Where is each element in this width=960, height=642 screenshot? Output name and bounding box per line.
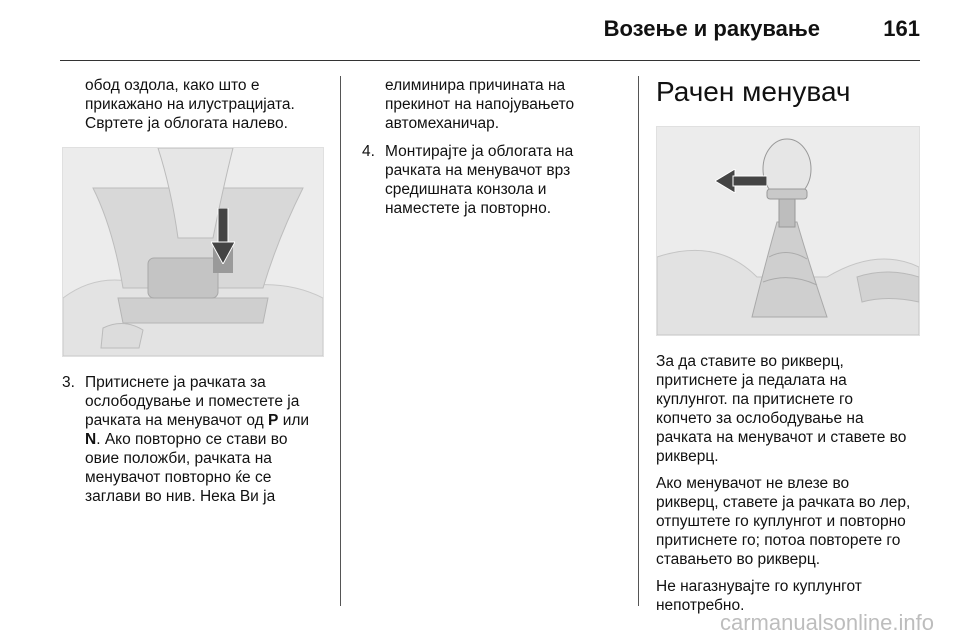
text-fragment: или (278, 412, 310, 429)
text-line: овие положби, рачката на (85, 450, 272, 467)
text-line: Не нагазнувајте го куплунгот (656, 578, 862, 595)
header-title: Возење и ракување (603, 16, 820, 41)
text-line: менувачот повторно ќе се (85, 469, 272, 486)
text-line: притиснете го; потоа повторете го (656, 532, 901, 549)
text-fragment: рачката на менувачот од (85, 412, 269, 429)
column-2 (362, 76, 624, 218)
intro-text (62, 76, 326, 133)
column-1 (62, 76, 326, 506)
step-number: 3. (62, 374, 75, 391)
text-line: рачката на менувачот врз (385, 162, 571, 179)
text-line: Ако менувачот не влезе во (656, 475, 850, 492)
section-title: Рачен менувач (656, 76, 851, 107)
text-line: копчето за ослободување на (656, 410, 864, 427)
text-line: наместете ја повторно. (385, 200, 552, 217)
console-cover-drawing (63, 148, 323, 356)
watermark: carmanualsonline.info (719, 610, 934, 635)
text-line: прекинот на напојувањето (385, 96, 575, 113)
column-divider-1 (340, 76, 341, 606)
text-line: отпуштете го куплунгот и повторно (656, 513, 906, 530)
page-number: 161 (883, 16, 920, 41)
gear-position-n: N (85, 431, 97, 448)
text-line: заглави во нив. Нека Ви ја (85, 488, 276, 505)
step-3 (62, 373, 326, 506)
text-line: Притиснете ја рачката за (85, 374, 266, 391)
text-line: ставањето во рикверц. (656, 551, 821, 568)
header-divider (60, 60, 920, 61)
page-header (0, 0, 960, 62)
column-divider-2 (638, 76, 639, 606)
text-line: рикверц. (656, 448, 719, 465)
text-fragment: . Ако повторно се стави во (96, 431, 288, 448)
text-line: рачката на менувачот и ставете во (656, 429, 907, 446)
column-3 (656, 76, 924, 623)
text-line: Монтирајте ја облогата на (385, 143, 574, 160)
text-line (85, 430, 326, 449)
gear-lever-drawing (657, 127, 919, 335)
text-line: автомеханичар. (385, 115, 500, 132)
text-line: куплунгот. па притиснете го (656, 391, 853, 408)
step-number: 4. (362, 143, 375, 160)
text-line: прикажано на илустрацијата. (85, 96, 295, 113)
text-line: ослободување и поместете ја (85, 393, 300, 410)
gear-lever-illustration (656, 126, 920, 336)
text-line (85, 411, 326, 430)
paragraph-reverse-instructions (656, 352, 924, 466)
continued-text (362, 76, 624, 133)
paragraph-reverse-retry (656, 474, 924, 569)
text-line: обод оздола, како што е (85, 77, 260, 94)
text-line: средишната конзола и (385, 181, 547, 198)
console-cover-illustration (62, 147, 324, 357)
arrow-down-icon (211, 208, 235, 264)
text-line: притиснете ја педалата на (656, 372, 847, 389)
arrow-left-icon (715, 169, 767, 193)
text-line: Свртете ја облогата налево. (85, 115, 288, 132)
text-line: За да ставите во рикверц, (656, 353, 844, 370)
text-line: елиминира причината на (385, 77, 566, 94)
step-4 (362, 142, 624, 218)
text-line: рикверц, ставете ја рачката во лер, (656, 494, 911, 511)
text-line: непотребно. (656, 597, 745, 614)
gear-position-p: P (268, 412, 279, 429)
